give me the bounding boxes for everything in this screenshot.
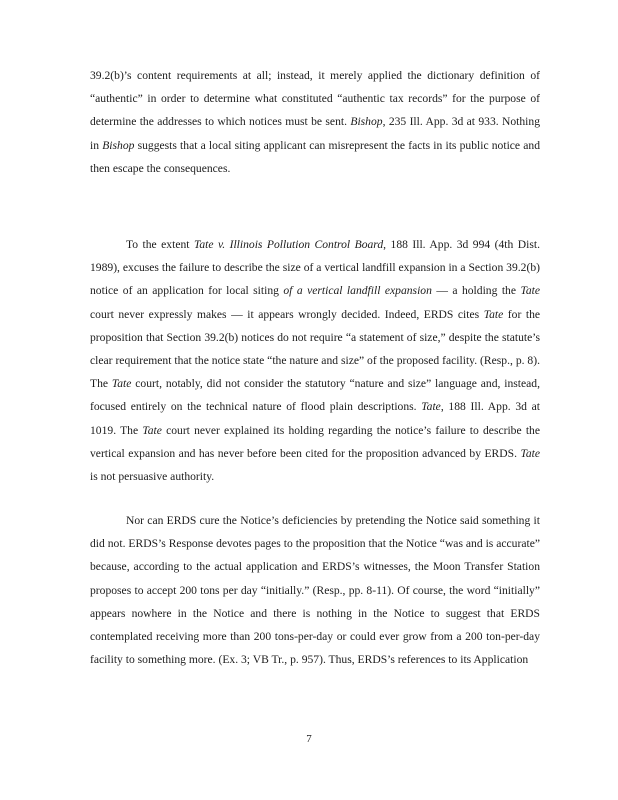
text-line: To the extent Tate v. Illinois Pollution Control Board, 188 Ill. App. 3d 994 (4th Dist. — [126, 238, 540, 251]
text-line: contemplated receiving more than 200 tons-per-day or could ever grow from a 200 ton-per-day — [90, 630, 540, 643]
text-line: notice of an application for local siting of a vertical landfill expansion — a holding the Tate — [90, 284, 541, 298]
text-line: Nor can ERDS cure the Notice’s deficiencies by pretending the Notice said something it — [126, 514, 540, 527]
case-citation: Tate — [483, 307, 504, 321]
text-line: 1989), excuses the failure to describe the size of a vertical landfill expansion in a Section 39.2(b) — [90, 261, 540, 275]
case-citation: Tate — [520, 446, 540, 460]
case-citation: Tate — [142, 423, 162, 437]
text-line: vertical expansion and has never before been cited for the proposition advanced by ERDS. Tate — [90, 446, 540, 460]
text-line: proposes to accept 200 tons per day “initially.” (Resp., pp. 8-11). Of course, the word “initially” — [90, 583, 540, 597]
case-citation: Tate — [111, 377, 132, 391]
case-citation: Tate — [520, 284, 541, 298]
text-line: appears nowhere in the Notice and there is nothing in the Notice to suggest that ERDS — [90, 606, 540, 620]
page-number: 7 — [306, 733, 312, 745]
text-line: “authentic” in order to determine what constituted “authentic tax records” for the purpose of — [90, 92, 540, 106]
text-line: then escape the consequences. — [90, 161, 231, 175]
text-line: in Bishop suggests that a local siting applicant can misrepresent the facts in its public notice and — [90, 138, 540, 152]
text-line: because, according to the actual application and ERDS’s witnesses, the Moon Transfer Station — [90, 560, 540, 574]
text-line: did not. ERDS’s Response devotes pages to the proposition that the Notice “was and is accurate” — [90, 537, 540, 551]
case-citation: Tate v. Illinois Pollution Control Board — [193, 238, 384, 251]
case-citation: Bishop — [102, 138, 135, 152]
case-citation: of a vertical landfill expansion — [283, 284, 432, 298]
case-citation: Tate — [421, 400, 441, 414]
text-line: 1019. The Tate court never explained its holding regarding the notice’s failure to describe the — [90, 423, 540, 437]
text-line: 39.2(b)’s content requirements at all; instead, it merely applied the dictionary definition of — [90, 69, 540, 82]
text-line: determine the addresses to which notices must be sent. Bishop, 235 Ill. App. 3d at 933. Nothing — [90, 115, 540, 129]
text-line: clear requirement that the notice state “the nature and size” of the proposed facility. (Resp., p. 8). — [90, 354, 540, 367]
text-line: The Tate court, notably, did not consider the statutory “nature and size” language and, instead, — [90, 377, 540, 391]
text-line: court never expressly makes — it appears wrongly decided. Indeed, ERDS cites Tate for the — [90, 307, 541, 321]
text-line: facility to something more. (Ex. 3; VB Tr., p. 957). Thus, ERDS’s references to its Application — [90, 653, 529, 667]
text-line: is not persuasive authority. — [90, 470, 215, 483]
case-citation: Bishop — [350, 115, 383, 129]
text-line: focused entirely on the technical nature of flood plain descriptions. Tate, 188 Ill. App. 3d at — [90, 400, 540, 414]
text-line: proposition that Section 39.2(b) notices do not require “a statement of size,” despite the statute’s — [90, 330, 540, 344]
